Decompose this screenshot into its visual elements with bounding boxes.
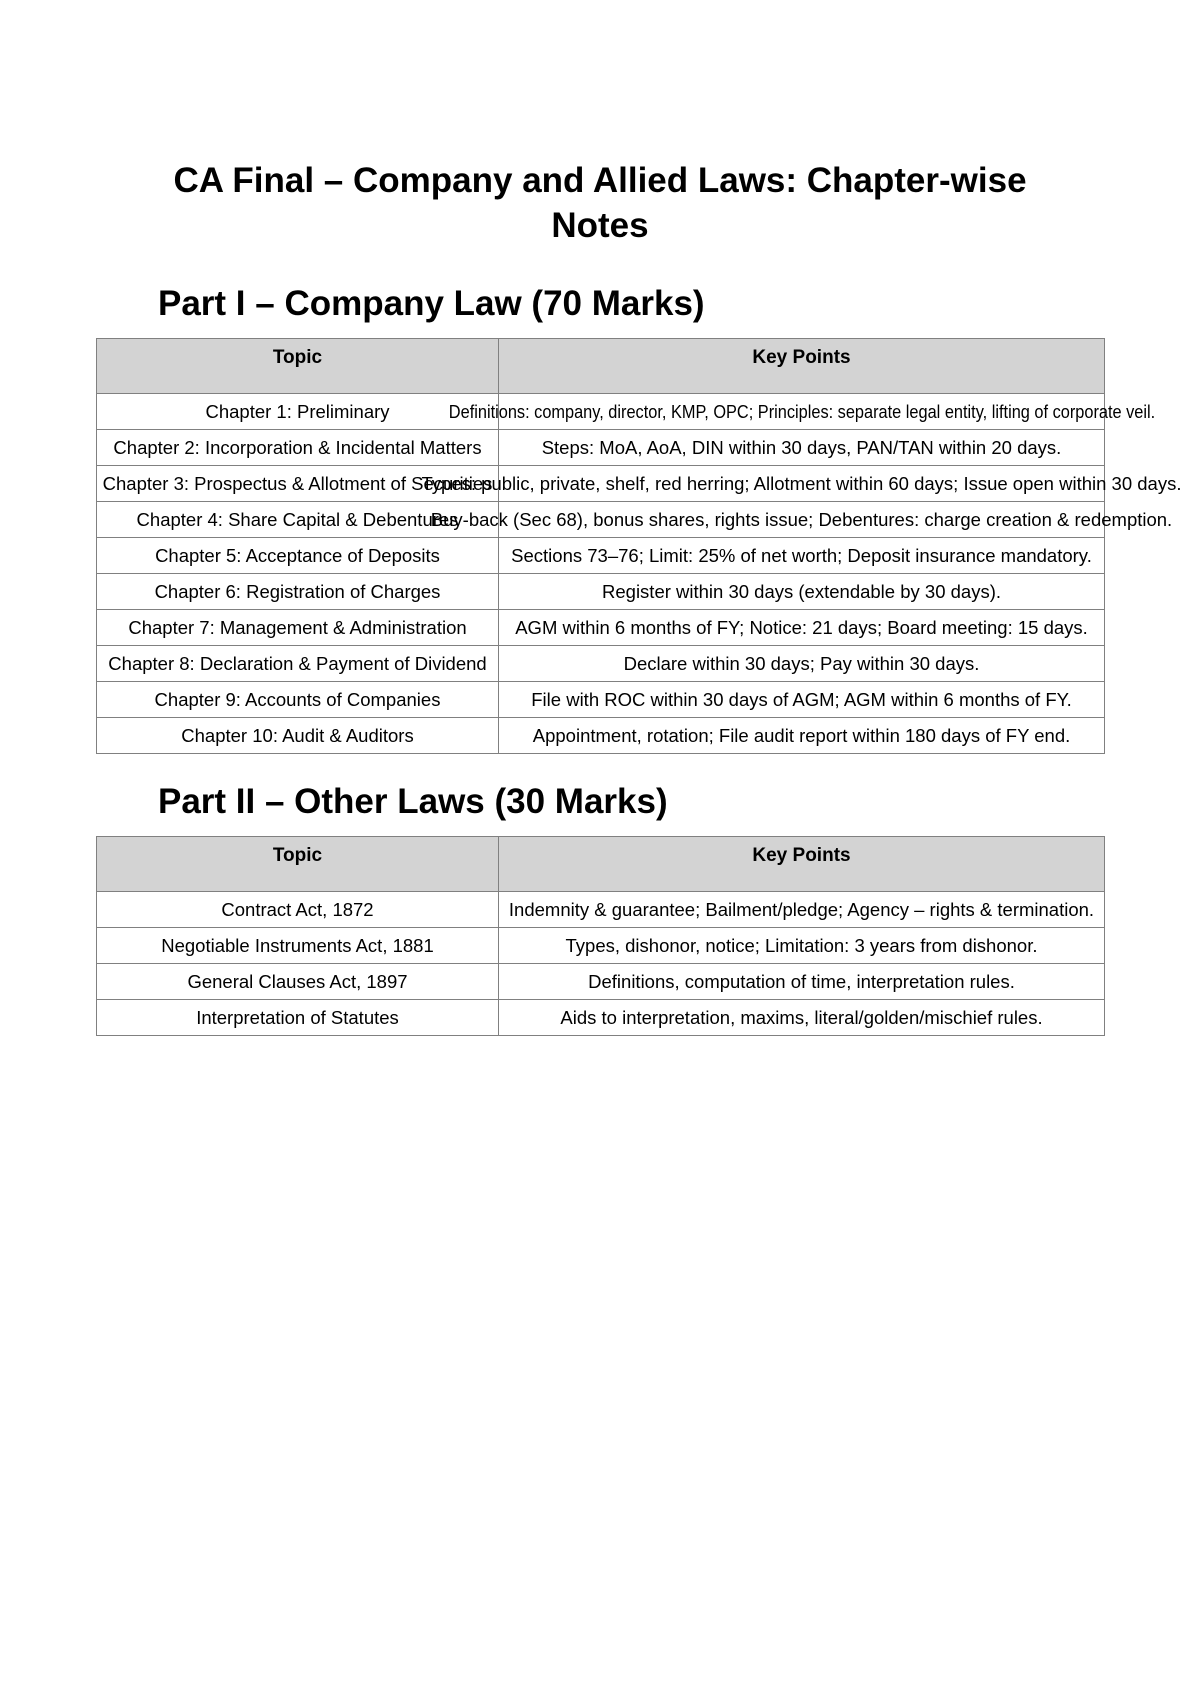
table-row [97,502,1105,538]
key-points-cell: Types, dishonor, notice; Limitation: 3 years from dishonor. [499,928,1105,964]
column-header-topic: Topic [97,837,499,892]
table-header-row [97,837,1105,892]
part2-heading: Part II – Other Laws (30 Marks) [158,782,668,821]
part1-heading: Part I – Company Law (70 Marks) [158,284,705,323]
table-row [97,646,1105,682]
key-points-cell: Sections 73–76; Limit: 25% of net worth; Deposit insurance mandatory. [499,538,1105,574]
topic-cell: Chapter 6: Registration of Charges [97,574,499,610]
key-points-cell: Definitions, computation of time, interpretation rules. [499,964,1105,1000]
topic-cell: Chapter 5: Acceptance of Deposits [97,538,499,574]
key-points-cell: AGM within 6 months of FY; Notice: 21 days; Board meeting: 15 days. [499,610,1105,646]
table-header-row [97,339,1105,394]
key-points-cell: Definitions: company, director, KMP, OPC; Principles: separate legal entity, lifting of corporate veil. [499,394,1105,430]
company-law-table [96,338,1182,754]
table-row [97,574,1105,610]
table-row [97,430,1105,466]
topic-cell: Chapter 10: Audit & Auditors [97,718,499,754]
key-points-cell: Declare within 30 days; Pay within 30 days. [499,646,1105,682]
topic-cell: Chapter 8: Declaration & Payment of Dividend [97,646,499,682]
key-points-cell: Steps: MoA, AoA, DIN within 30 days, PAN/TAN within 20 days. [499,430,1105,466]
table-row [97,964,1105,1000]
table-row [97,538,1105,574]
table-row [97,892,1105,928]
topic-cell: General Clauses Act, 1897 [97,964,499,1000]
key-points-cell: Appointment, rotation; File audit report within 180 days of FY end. [499,718,1105,754]
table-row [97,1000,1105,1036]
topic-cell: Negotiable Instruments Act, 1881 [97,928,499,964]
table-row [97,610,1105,646]
column-header-key-points: Key Points [499,339,1105,394]
topic-cell: Chapter 9: Accounts of Companies [97,682,499,718]
table-row [97,682,1105,718]
topic-cell: Chapter 3: Prospectus & Allotment of Securities [97,466,499,502]
key-points-cell: Buy-back (Sec 68), bonus shares, rights issue; Debentures: charge creation & redemption. [499,502,1105,538]
topic-cell: Chapter 7: Management & Administration [97,610,499,646]
topic-cell: Interpretation of Statutes [97,1000,499,1036]
key-points-cell: Types: public, private, shelf, red herring; Allotment within 60 days; Issue open within 30 days. [499,466,1105,502]
topic-cell: Chapter 4: Share Capital & Debentures [97,502,499,538]
other-laws-table [96,836,1105,1036]
topic-cell: Chapter 2: Incorporation & Incidental Matters [97,430,499,466]
table-row [97,394,1105,430]
key-points-cell: Register within 30 days (extendable by 30 days). [499,574,1105,610]
key-points-cell: Aids to interpretation, maxims, literal/golden/mischief rules. [499,1000,1105,1036]
table-row [97,466,1105,502]
column-header-topic: Topic [97,339,499,394]
column-header-key-points: Key Points [499,837,1105,892]
table-row [97,928,1105,964]
document-title: CA Final – Company and Allied Laws: Chapter-wise Notes [173,161,1027,245]
table-row [97,718,1105,754]
key-points-cell: Indemnity & guarantee; Bailment/pledge; Agency – rights & termination. [499,892,1105,928]
topic-cell: Contract Act, 1872 [97,892,499,928]
topic-cell: Chapter 1: Preliminary [97,394,499,430]
key-points-cell: File with ROC within 30 days of AGM; AGM within 6 months of FY. [499,682,1105,718]
